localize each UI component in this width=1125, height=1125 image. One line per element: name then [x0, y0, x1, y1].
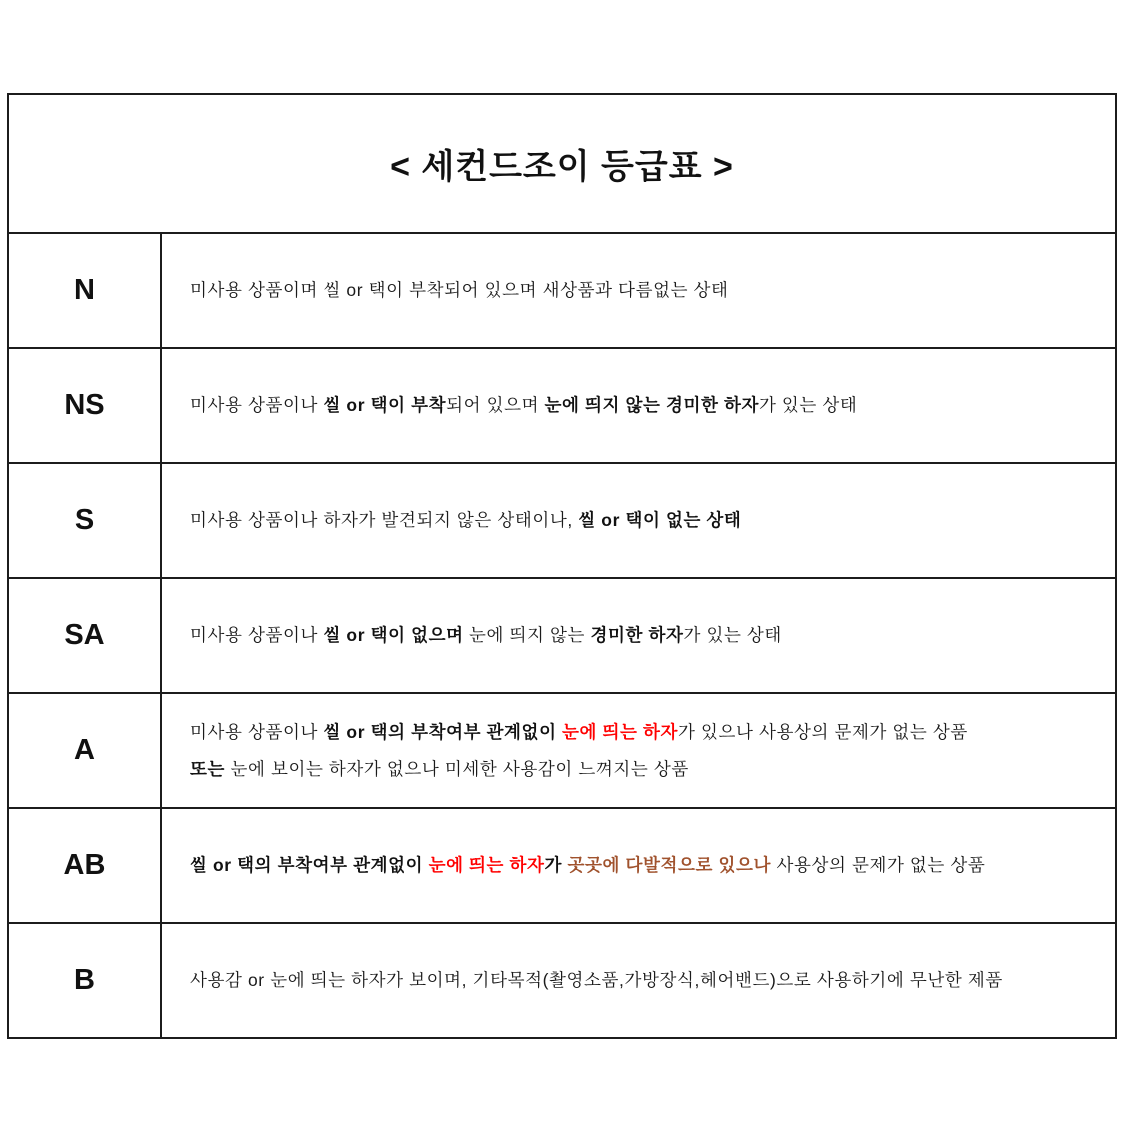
text-segment: 씰 or 택의 부착여부 관계없이: [323, 721, 563, 742]
description-line: [190, 394, 1103, 417]
grade-cell: B: [9, 924, 162, 1037]
table-row: [9, 692, 1115, 807]
text-segment: 미사용 상품이나: [190, 395, 324, 416]
text-segment: 씰 or 택의 부착여부 관계없이: [190, 855, 429, 876]
text-segment: 곳곳에 다발적으로 있으나: [567, 855, 771, 876]
page-title: < 세컨드조이 등급표 >: [390, 148, 734, 186]
text-segment: 사용감 or 눈에 띄는 하자가 보이며, 기타목적(촬영소품,가방장식,헤어밴드)으로 사용하기에 무난한 제품: [190, 970, 1003, 991]
table-row: [9, 807, 1115, 922]
grade-cell: N: [9, 234, 162, 347]
text-segment: 가 있는 상태: [758, 395, 858, 416]
text-segment: 눈에 띄지 않는: [463, 625, 591, 646]
text-segment: 또는: [190, 758, 226, 779]
description-line: [190, 509, 1103, 532]
text-segment: 씰 or 택이 없는 상태: [578, 510, 742, 531]
description-line: [190, 721, 1103, 744]
description-line: [190, 969, 1103, 992]
grade-cell: NS: [9, 349, 162, 462]
description-line: [190, 758, 1103, 781]
text-segment: 사용상의 문제가 없는 상품: [771, 855, 986, 876]
description-line: [190, 624, 1103, 647]
table-row: [9, 577, 1115, 692]
text-segment: 미사용 상품이며 씰 or 택이 부착되어 있으며 새상품과 다름없는 상태: [190, 280, 729, 301]
table-row: [9, 462, 1115, 577]
text-segment: 미사용 상품이나 하자가 발견되지 않은 상태이나,: [190, 510, 579, 531]
table-row: [9, 347, 1115, 462]
description-line: [190, 854, 1103, 877]
text-segment: 미사용 상품이나: [190, 625, 324, 646]
grade-cell: SA: [9, 579, 162, 692]
grade-description: [162, 234, 1115, 347]
text-segment: 눈에 띄지 않는 경미한 하자: [544, 395, 759, 416]
table-title-row: [9, 95, 1115, 232]
text-segment: 가 있으나 사용상의 문제가 없는 상품: [678, 721, 968, 742]
text-segment: 되어 있으며: [446, 395, 545, 416]
table-row: [9, 922, 1115, 1037]
grade-description: [162, 694, 1115, 807]
grade-description: [162, 579, 1115, 692]
description-line: [190, 279, 1103, 302]
grade-description: [162, 464, 1115, 577]
grade-description: [162, 349, 1115, 462]
grade-cell: AB: [9, 809, 162, 922]
grade-cell: A: [9, 694, 162, 807]
table-row: [9, 232, 1115, 347]
text-segment: 눈에 보이는 하자가 없으나 미세한 사용감이 느껴지는 상품: [225, 758, 689, 779]
text-segment: 씰 or 택이 없으며: [323, 625, 464, 646]
text-segment: 씰 or 택이 부착: [323, 395, 447, 416]
grade-cell: S: [9, 464, 162, 577]
text-segment: 미사용 상품이나: [190, 721, 324, 742]
text-segment: 가 있는 상태: [683, 625, 782, 646]
grade-table: [7, 93, 1117, 1039]
text-segment: 경미한 하자: [590, 625, 684, 646]
table-rows: [9, 232, 1115, 1037]
text-segment: 눈에 띄는 하자: [562, 721, 679, 742]
text-segment: 가: [544, 855, 568, 876]
text-segment: 눈에 띄는 하자: [428, 855, 545, 876]
grade-description: [162, 924, 1115, 1037]
grade-description: [162, 809, 1115, 922]
